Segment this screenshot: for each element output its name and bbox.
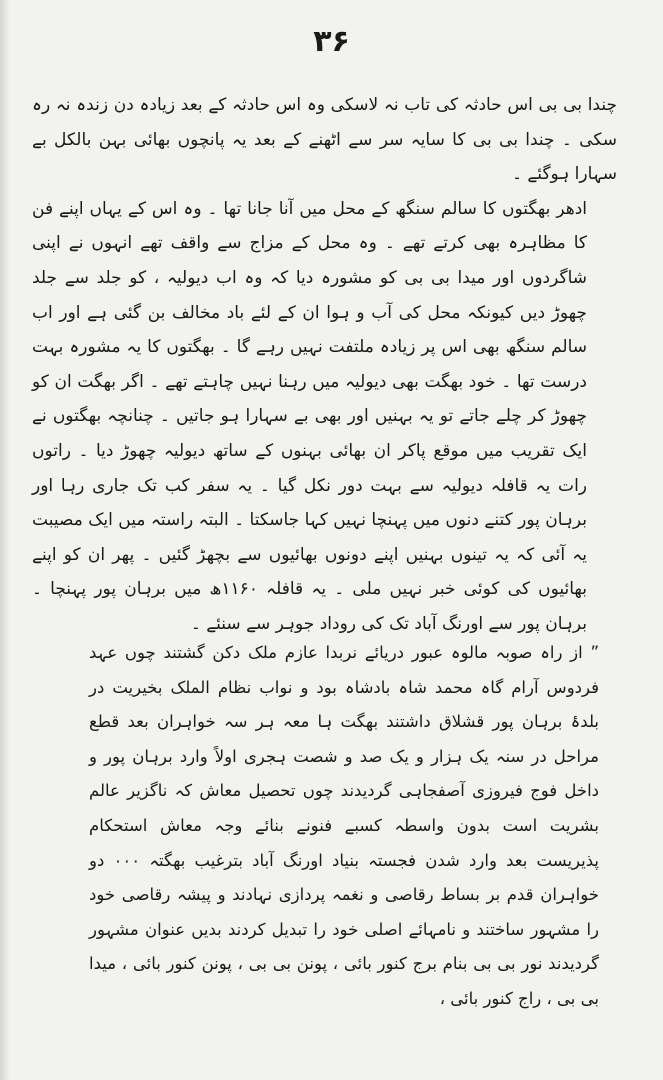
page-number: ۳۶ xyxy=(313,24,350,59)
page-gutter-shadow xyxy=(0,0,10,1080)
paragraph-1: چندا بی بی اس حادثہ کی تاب نہ لاسکی وہ اس حادثہ کے بعد زیادہ دن زندہ نہ رہ سکی ۔ چندا بی بی کا سایہ سر سے اٹھنے کے بعد یہ پانچوں بھائی بہن بالکل بے سہارا ہوگئے ۔ xyxy=(32,95,617,185)
quoted-passage-text: ” از راہ صوبہ مالوہ عبور دریائے نربدا عازم ملک دکن گشتند چوں عہد فردوس آرام گاہ محمد شاہ بادشاہ بود و نواب نظام الملک بخیریت در بلدۂ برہان پور قشلاق داشتند بھگت ہا معہ ہر سہ خواہران بعد قطع مراحل در سنہ یک ہزار و یک صد و شصت ہجری اولاً وارد برہان پور و داخل فوج فیروزی آصفجاہی گردیدند چوں تحصیل معاش کہ ناگزیر عالم بشریت است بدون واسطہ کسبے فنونے بنائے وجہ معاش استحکام پذیریست بعد وارد شدن فجستہ بنیاد اورنگ آباد بترغیب بھگتہ ۰۰۰ دو خواہران قدم بر بساط رقاصی و نغمہ پردازی نہادند و پیشہ رقاصی خود را مشہور ساختند و نامہائے اصلی خود را تبدیل کردند بدیں عنوان مشہور گردیدند نور بی بی بنام برج کنور بائی ، پونن بی بی ، پونن کنور بائی ، میدا بی بی ، راج کنور بائی ، xyxy=(89,643,599,1008)
main-text xyxy=(32,88,617,642)
paragraph-2: ادھر بھگتوں کا سالم سنگھ کے محل میں آنا جانا تھا ۔ وہ اس کے یہاں اپنے فن کا مظاہرہ بھی کرتے تھے ۔ وہ محل کے مزاج سے واقف تھے انہوں نے اپنی شاگردوں اور میدا بی بی کو مشورہ دیا کہ وہ اب دیولیہ ، کو جلد سے جلد چھوڑ دیں کیونکہ محل کی آب و ہوا ان کے لئے باد مخالف بن گئی ہے اور اب سالم سنگھ بھی اس پر زیادہ ملتفت نہیں رہے گا ۔ بھگتوں کا یہ مشورہ بہت درست تھا ۔ خود بھگت بھی دیولیہ میں رہنا نہیں چاہتے تھے ۔ اگر بھگت ان کو چھوڑ کر چلے جاتے تو یہ بہنیں اور بھی بے سہارا ہو جاتیں ۔ چنانچہ بھگتوں نے ایک تقریب میں موقع پاکر ان بھائی بہنوں کے ساتھ دیولیہ چھوڑ دیا ۔ راتوں رات یہ قافلہ دیولیہ سے بہت دور نکل گیا ۔ یہ سفر کب تک جاری رہا اور برہان پور کتنے دنوں میں پہنچا نہیں کہا جاسکتا ۔ البتہ راستہ میں ایک مصیبت یہ آئی کہ یہ تینوں بہنیں اپنے دونوں بھائیوں سے بچھڑ گئیں ۔ پھر ان کو اپنے بھائیوں کی کوئی خبر نہیں ملی ۔ یہ قافلہ ۱۱۶۰ھ میں برہان پور پہنچا ۔ برہان پور سے اورنگ آباد تک کی روداد جوہر سے سنئے ۔ xyxy=(32,198,587,634)
quoted-passage xyxy=(89,636,599,1017)
